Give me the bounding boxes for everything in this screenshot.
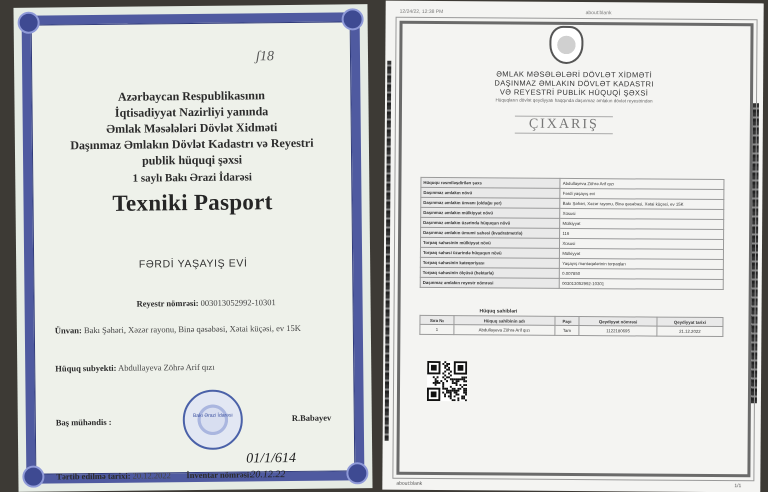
agency-line: VƏ REYESTRİ PUBLİK HÜQUQİ ŞƏXSİ [499,87,649,98]
engineer-label: Baş mühəndis : [55,416,112,428]
qr-code [427,361,467,401]
column-header: Sıra № [420,315,454,325]
inventory-label: İnventar nömrəsi: [186,469,253,481]
corner-ornament [346,462,368,484]
technical-passport-document [13,4,372,492]
subject-label: Hüquq subyekti: [55,362,117,374]
official-seal [182,389,243,450]
print-url-top: about:blank [585,10,612,17]
extract-subheading: Hüquqların dövlət qeydiyyatı haqqında daşınmaz əmlakın dövlət reyestrindən [495,97,653,104]
column-header: Qeydiyyat tarixi [657,317,723,327]
registry-number-row [137,297,276,308]
agency-line: ƏMLAK MƏSƏLƏLƏRİ DÖVLƏT XİDMƏTİ [496,69,653,80]
subject-row [55,362,214,374]
corner-ornament [18,12,40,34]
field-value: Bakı Şəhəri, Xəzər rayonu, Binə qəsəbəsi, Xətai küçəsi, ev 15K [560,198,724,209]
seal-text: Bakı Ərazi İdarəsi [192,412,233,420]
column-header: Payı [555,316,580,326]
field-label: Hüququ rəsmiləşdirilən şəxs [421,177,560,188]
issue-date-value: 20.12.2022 [132,470,171,481]
owners-table [419,315,723,337]
issue-date-label: Tərtib edilmə tarixi: [56,470,131,482]
field-value: Xüsusi [560,208,724,219]
subject-value: Abdullayeva Zöhrə Arif qızı [118,361,215,373]
address-label: Ünvan: [54,325,82,336]
registry-number-value: 003013052992-10301 [200,297,276,308]
registry-extract-document [382,1,763,492]
passport-page [31,21,356,482]
issuer-line: publik hüquqi şəxsi [141,152,243,168]
extract-title: ÇIXARIŞ [515,116,613,135]
field-label: Daşınmaz əmlakın ünvanı (olduğu yer) [421,197,560,208]
page-number: 1/1 [734,483,742,490]
engineer-name: R.Babayev [291,412,332,423]
field-label: Daşınmaz əmlakın üzərində hüququn növü [421,217,560,228]
corner-ornament [341,8,363,30]
field-value: Yaşayış məntəqələrinin torpaqları [560,258,724,269]
issuer-line: Daşınmaz Əmlakın Dövlət Kadastrı və Reyestri [70,135,314,153]
state-emblem-icon [549,26,583,64]
table-cell: Tam [555,326,580,336]
field-value: Mülkiyyət [560,248,724,259]
issue-date-row [56,470,171,481]
scan-noise [385,61,392,441]
issuer-line: İqtisadiyyat Nazirliyi yanında [114,104,269,120]
column-header: Qeydiyyat nömrəsi [579,317,657,327]
field-label: Torpaq sahəsinin kateqoriyası [420,257,559,268]
table-row [420,277,723,289]
corner-ornament [22,466,44,488]
field-value: 0.007850 [560,268,724,279]
issuer-line: Əmlak Məsələləri Dövlət Xidməti [106,120,278,136]
document-title: Texniki Pasport [112,189,273,216]
owners-caption: Hüquq sahibləri [479,308,518,315]
field-value: Fərdi yaşayış evi [560,188,724,199]
field-value: Mülkiyyət [560,218,724,229]
ornamental-border [22,12,365,484]
field-label: Torpaq sahəsi üzərində hüququn növü [420,247,559,258]
field-value: 003013052992-10301 [560,278,724,289]
field-label: Daşınmaz əmlakın mülkiyyət növü [421,207,560,218]
column-header: Hüquq sahibinin adı [454,316,555,326]
inventory-date-handwritten: 20.12.22 [250,469,286,481]
table-cell: Abdullayeva Zöhrə Arif qızı [454,325,555,335]
field-label: Daşınmaz əmlakın növü [421,187,560,198]
field-label: Daşınmaz əmlakın ümumi sahəsi (kvadratmetrlə) [421,227,560,238]
table-cell: 1 [420,325,454,335]
field-label: Daşınmaz əmlakın reyestr nömrəsi [420,277,559,288]
agency-line: DAŞINMAZ ƏMLAKIN DÖVLƏT KADASTRI [494,78,654,89]
field-label: Torpaq sahəsinin ölçüsü (hektarla) [420,267,559,278]
table-row [420,325,723,336]
property-details-table [420,177,725,290]
inventory-number-handwritten: 01/1/614 [246,450,297,467]
registry-number-label: Reyestr nömrəsi: [136,297,199,309]
address-value: Bakı Şəhəri, Xəzər rayonu, Binə qəsəbəsi, Xətai küçəsi, ev 15K [83,322,301,336]
office-name: 1 saylı Bakı Ərazi İdarəsi [132,171,252,185]
print-url-bottom: about:blank [396,480,423,487]
address-row [55,323,301,336]
table-cell: 21.12.2022 [657,326,723,336]
field-value: 116 [560,228,724,239]
field-label: Torpaq sahəsinin mülkiyyət növü [420,237,559,248]
print-timestamp: 12/24/22, 12:38 PM [399,8,444,16]
field-value: Abdullayeva Zöhrə Arif qızı [560,178,724,189]
handwritten-note: ʃ18 [255,49,275,65]
field-value: Xüsusi [560,238,724,249]
property-type: FƏRDİ YAŞAYIŞ EVİ [138,257,248,271]
issuer-line: Azərbaycan Respublikasının [117,88,265,104]
table-cell: 1122180695 [579,326,657,336]
